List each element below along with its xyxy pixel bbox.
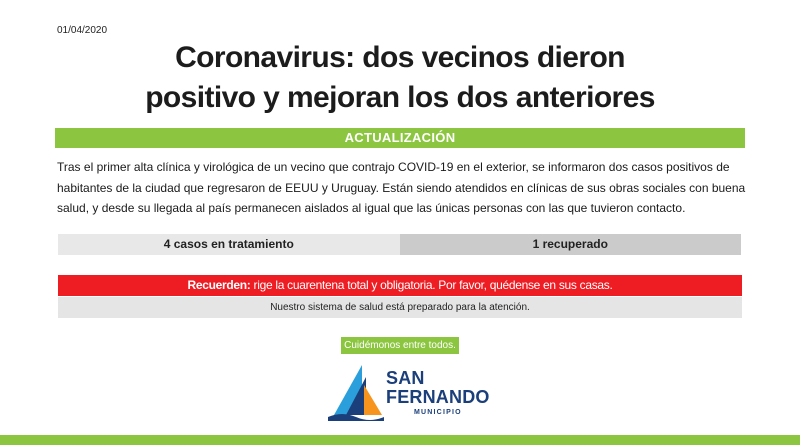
cases-recovered: 1 recuperado — [400, 234, 742, 255]
page-title — [0, 38, 800, 118]
title-line-1: Coronavirus: dos vecinos dieron — [175, 41, 625, 74]
tagline: Cuidémonos entre todos. — [341, 337, 459, 354]
quarantine-alert — [58, 275, 742, 296]
logo-line-1: SAN — [386, 368, 425, 388]
case-stats — [58, 234, 741, 255]
san-fernando-logo — [326, 363, 490, 423]
sail-logo-icon — [326, 363, 386, 423]
logo-line-2: FERNANDO — [386, 387, 490, 407]
health-system-note: Nuestro sistema de salud está preparado para la atención. — [58, 297, 742, 318]
alert-label: Recuerden: — [187, 278, 251, 292]
cases-in-treatment: 4 casos en tratamiento — [58, 234, 400, 255]
publication-date: 01/04/2020 — [57, 25, 108, 36]
logo-wordmark — [386, 369, 490, 407]
article-body: Tras el primer alta clínica y virológica de un vecino que contrajo COVID-19 en el exterior, se informaron dos casos positivos de habitantes de la ciudad que regresaron de EEUU y Uruguay. Están siendo atendidos en clínicas de sus obras sociales con buena salud, y desde su llegada al país permanecen aislados al igual que las únicas personas con las que tuvieron contacto. — [57, 160, 746, 215]
footer-bar — [0, 435, 800, 445]
logo-subtitle: MUNICIPIO — [414, 409, 462, 416]
alert-text: rige la cuarentena total y obligatoria. Por favor, quédense en sus casas. — [250, 278, 613, 292]
update-banner: ACTUALIZACIÓN — [55, 128, 745, 148]
title-line-2: positivo y mejoran los dos anteriores — [145, 81, 655, 114]
